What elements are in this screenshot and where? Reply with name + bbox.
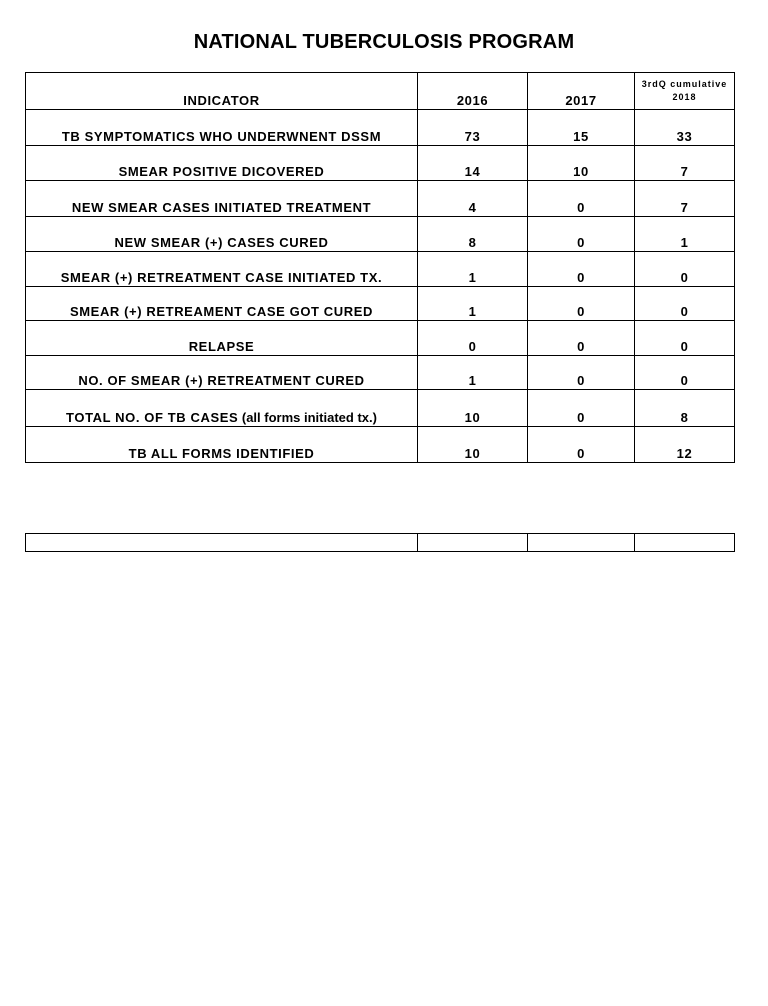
indicator-cell <box>26 181 418 217</box>
table-body <box>26 110 735 463</box>
table-row <box>26 110 735 146</box>
indicator-label: SMEAR (+) RETREATMENT CASE INITIATED TX. <box>60 270 383 285</box>
indicator-cell <box>26 217 418 252</box>
indicator-cell <box>26 390 418 427</box>
value-cell-2018: 12 <box>635 427 735 463</box>
table-row <box>26 217 735 252</box>
value-cell-2016: 10 <box>418 390 528 427</box>
value-cell-2017: 15 <box>528 110 635 146</box>
indicator-cell <box>26 252 418 287</box>
table-row <box>26 287 735 321</box>
value-cell-2016: 1 <box>418 252 528 287</box>
empty-cell <box>635 534 735 552</box>
value-cell-2017: 0 <box>528 321 635 356</box>
empty-cell <box>418 534 528 552</box>
empty-table-row <box>26 534 735 552</box>
value-cell-2018: 33 <box>635 110 735 146</box>
indicator-label: RELAPSE <box>188 339 255 354</box>
empty-table <box>25 533 735 552</box>
value-cell-2017: 10 <box>528 146 635 181</box>
value-cell-2017: 0 <box>528 356 635 390</box>
header-cumulative-line1: 3rdQ cumulative <box>641 79 728 89</box>
value-cell-2016: 0 <box>418 321 528 356</box>
indicator-cell <box>26 146 418 181</box>
value-cell-2016: 73 <box>418 110 528 146</box>
indicator-cell <box>26 356 418 390</box>
indicator-label: TB SYMPTOMATICS WHO UNDERWNENT DSSM <box>61 129 382 144</box>
table-row <box>26 390 735 427</box>
table-header-row <box>26 73 735 110</box>
indicator-label: SMEAR (+) RETREAMENT CASE GOT CURED <box>69 304 374 319</box>
table-row <box>26 146 735 181</box>
indicator-label: NEW SMEAR (+) CASES CURED <box>114 235 329 250</box>
value-cell-2016: 14 <box>418 146 528 181</box>
value-cell-2017: 0 <box>528 427 635 463</box>
value-cell-2017: 0 <box>528 390 635 427</box>
indicator-suffix: (all forms initiated tx.) <box>238 410 377 425</box>
value-cell-2016: 4 <box>418 181 528 217</box>
header-indicator: INDICATOR <box>26 73 418 110</box>
header-2017: 2017 <box>528 73 635 110</box>
page-title: NATIONAL TUBERCULOSIS PROGRAM <box>193 31 575 53</box>
indicator-label: TB ALL FORMS IDENTIFIED <box>128 446 315 461</box>
value-cell-2018: 8 <box>635 390 735 427</box>
value-cell-2016: 1 <box>418 356 528 390</box>
header-cumulative-line2: 2018 <box>672 92 697 102</box>
table-row <box>26 356 735 390</box>
value-cell-2018: 1 <box>635 217 735 252</box>
table-row <box>26 427 735 463</box>
value-cell-2018: 0 <box>635 252 735 287</box>
indicator-cell <box>26 427 418 463</box>
value-cell-2018: 7 <box>635 146 735 181</box>
indicator-label: TOTAL NO. OF TB CASES <box>66 410 239 425</box>
value-cell-2018: 7 <box>635 181 735 217</box>
indicator-cell <box>26 287 418 321</box>
empty-cell <box>528 534 635 552</box>
header-2016: 2016 <box>418 73 528 110</box>
indicator-label: NO. OF SMEAR (+) RETREATMENT CURED <box>78 373 365 388</box>
tb-indicator-table <box>25 72 735 463</box>
value-cell-2018: 0 <box>635 321 735 356</box>
indicator-cell <box>26 321 418 356</box>
value-cell-2018: 0 <box>635 287 735 321</box>
empty-cell <box>26 534 418 552</box>
value-cell-2018: 0 <box>635 356 735 390</box>
header-cumulative-2018 <box>635 73 735 110</box>
table-row <box>26 321 735 356</box>
value-cell-2016: 8 <box>418 217 528 252</box>
table-row <box>26 252 735 287</box>
value-cell-2017: 0 <box>528 287 635 321</box>
value-cell-2017: 0 <box>528 217 635 252</box>
indicator-cell <box>26 110 418 146</box>
indicator-label: SMEAR POSITIVE DICOVERED <box>118 164 325 179</box>
value-cell-2017: 0 <box>528 252 635 287</box>
indicator-label: NEW SMEAR CASES INITIATED TREATMENT <box>71 200 372 215</box>
table-row <box>26 181 735 217</box>
value-cell-2016: 1 <box>418 287 528 321</box>
value-cell-2017: 0 <box>528 181 635 217</box>
value-cell-2016: 10 <box>418 427 528 463</box>
